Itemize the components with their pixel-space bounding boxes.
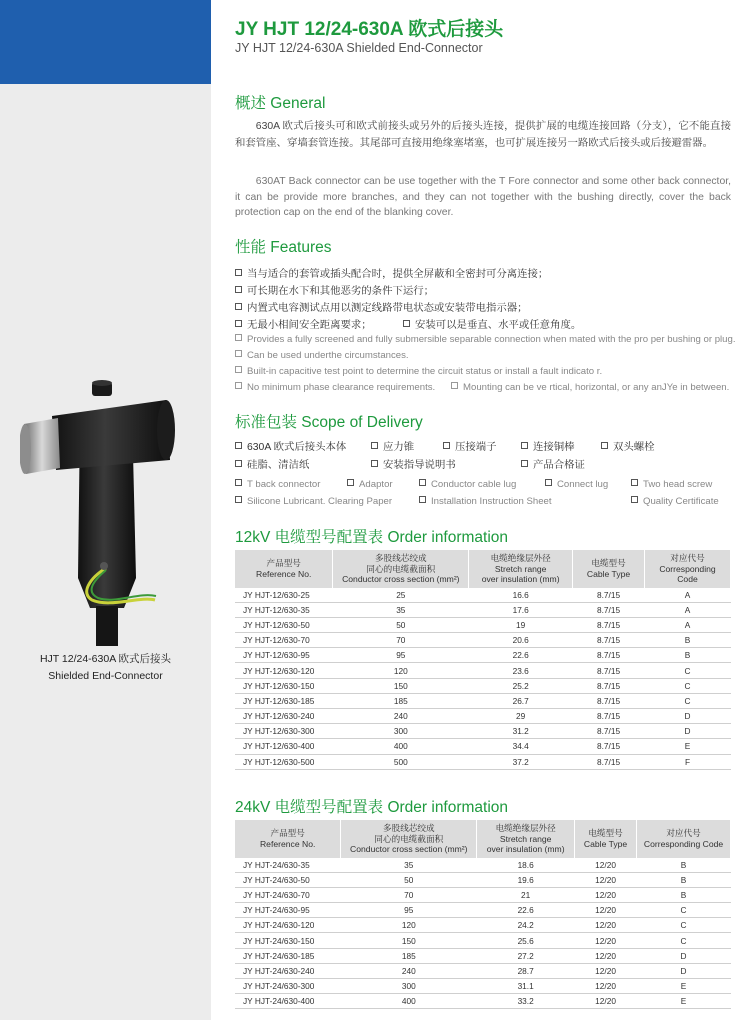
table-cell: JY HJT-12/630-400	[235, 739, 333, 754]
sidebar	[0, 0, 211, 1020]
table-cell: D	[645, 709, 731, 724]
product-caption	[0, 651, 211, 685]
table-cell: 500	[333, 754, 469, 769]
col-header-cross-section: 多股线芯绞成 同心的电缆截面积 Conductor cross section (mm²)	[341, 820, 477, 858]
table-cell: 12/20	[575, 903, 637, 918]
table-cell: C	[645, 693, 731, 708]
table-cell: A	[645, 602, 731, 617]
table-row	[235, 693, 731, 708]
table-row	[235, 602, 731, 617]
bullet-icon	[631, 479, 638, 486]
table-cell: 120	[333, 663, 469, 678]
table-cell: 19	[469, 617, 573, 632]
table-row	[235, 933, 731, 948]
delivery-cn-1: 630A 欧式后接头本体	[235, 438, 346, 453]
feature-cn-2: 可长期在水下和其他恶劣的条件下运行；	[235, 282, 434, 297]
delivery-en-2: Adaptor	[347, 479, 393, 490]
table-cell: D	[645, 724, 731, 739]
delivery-en-7: Installation Instruction Sheet	[419, 496, 552, 507]
features-heading: 性能 Features	[235, 239, 332, 256]
table-cell: 12/20	[575, 933, 637, 948]
table-cell: D	[637, 963, 731, 978]
page-subtitle: JY HJT 12/24-630A Shielded End-Connector	[235, 41, 483, 55]
bullet-icon	[451, 382, 458, 389]
table-cell: 300	[333, 724, 469, 739]
delivery-cn-7: 安装指导说明书	[371, 456, 456, 471]
bullet-icon	[545, 479, 552, 486]
feature-cn-3: 内置式电容测试点用以测定线路带电状态或安装带电指示器；	[235, 299, 528, 314]
table-cell: 240	[333, 709, 469, 724]
table-cell: 185	[341, 948, 477, 963]
bullet-icon	[521, 460, 528, 467]
feature-cn-1: 当与适合的套管或插头配合时，提供全屏蔽和全密封可分离连接；	[235, 265, 548, 280]
table-cell: A	[645, 617, 731, 632]
table-cell: 12/20	[575, 887, 637, 902]
table-row	[235, 754, 731, 769]
table-cell: 8.7/15	[573, 588, 645, 603]
table-row	[235, 724, 731, 739]
col-header-code: 对应代号 Corresponding Code	[637, 820, 731, 858]
bullet-icon	[235, 269, 242, 276]
table-cell: JY HJT-12/630-25	[235, 588, 333, 603]
table-cell: 23.6	[469, 663, 573, 678]
table-cell: C	[637, 903, 731, 918]
delivery-cn-4: 连接铜棒	[521, 438, 575, 453]
table-cell: 20.6	[469, 633, 573, 648]
table-row	[235, 663, 731, 678]
table-cell: 31.2	[469, 724, 573, 739]
table-row	[235, 948, 731, 963]
table-cell: 12/20	[575, 948, 637, 963]
table-cell: 400	[333, 739, 469, 754]
table-cell: JY HJT-12/630-95	[235, 648, 333, 663]
table-cell: 8.7/15	[573, 678, 645, 693]
table-cell: JY HJT-24/630-35	[235, 858, 341, 873]
feature-en-4: No minimum phase clearance requirements.	[235, 382, 435, 393]
table-cell: B	[645, 648, 731, 663]
table-row	[235, 588, 731, 603]
table-cell: 240	[341, 963, 477, 978]
table-cell: C	[637, 918, 731, 933]
delivery-cn-2: 应力锥	[371, 438, 414, 453]
table-cell: JY HJT-24/630-240	[235, 963, 341, 978]
delivery-cn-3: 压接端子	[443, 438, 497, 453]
table-row	[235, 739, 731, 754]
table24-heading: 24kV 电缆型号配置表 Order information	[235, 799, 509, 816]
bullet-icon	[443, 442, 450, 449]
table-cell: A	[645, 588, 731, 603]
table-cell: 8.7/15	[573, 709, 645, 724]
bullet-icon	[235, 479, 242, 486]
table-cell: JY HJT-24/630-300	[235, 979, 341, 994]
table-cell: JY HJT-12/630-50	[235, 617, 333, 632]
table-cell: JY HJT-12/630-35	[235, 602, 333, 617]
bullet-icon	[235, 442, 242, 449]
table-cell: 120	[341, 918, 477, 933]
table-cell: 35	[341, 858, 477, 873]
table-row	[235, 994, 731, 1009]
table-cell: 8.7/15	[573, 724, 645, 739]
delivery-en-6: Silicone Lubricant. Clearing Paper	[235, 496, 392, 507]
table-cell: 29	[469, 709, 573, 724]
table-cell: 70	[341, 887, 477, 902]
table-cell: 8.7/15	[573, 739, 645, 754]
delivery-cn-6: 硅脂、清洁纸	[235, 456, 309, 471]
table-cell: 12/20	[575, 994, 637, 1009]
table-cell: 27.2	[477, 948, 575, 963]
page-title: JY HJT 12/24-630A 欧式后接头	[235, 19, 504, 40]
table-row	[235, 979, 731, 994]
col-header-cross-section: 多股线芯绞成 同心的电缆截面积 Conductor cross section (mm²)	[333, 550, 469, 588]
table-cell: JY HJT-12/630-300	[235, 724, 333, 739]
table-cell: JY HJT-12/630-150	[235, 678, 333, 693]
table-cell: 8.7/15	[573, 754, 645, 769]
delivery-heading: 标准包装 Scope of Delivery	[235, 414, 423, 431]
table-cell: B	[637, 872, 731, 887]
delivery-en-5: Two head screw	[631, 479, 712, 490]
table-cell: B	[637, 858, 731, 873]
bullet-icon	[371, 460, 378, 467]
caption-en: Shielded End-Connector	[48, 670, 163, 682]
order-table-12kv	[235, 550, 731, 770]
table-cell: 37.2	[469, 754, 573, 769]
table-header-row	[235, 820, 731, 858]
table-cell: JY HJT-24/630-95	[235, 903, 341, 918]
bullet-icon	[235, 334, 242, 341]
table-cell: 400	[341, 994, 477, 1009]
table-cell: 34.4	[469, 739, 573, 754]
table-cell: 21	[477, 887, 575, 902]
table-cell: JY HJT-12/630-500	[235, 754, 333, 769]
table-cell: 12/20	[575, 918, 637, 933]
table-cell: 17.6	[469, 602, 573, 617]
table-cell: 31.1	[477, 979, 575, 994]
delivery-en-4: Connect lug	[545, 479, 608, 490]
table-row	[235, 858, 731, 873]
feature-en-2: Can be used underthe circumstances.	[235, 350, 409, 361]
bullet-icon	[631, 496, 638, 503]
feature-cn-4: 无最小相间安全距离要求；	[235, 316, 372, 331]
table-cell: 50	[333, 617, 469, 632]
table-row	[235, 617, 731, 632]
bullet-icon	[403, 320, 410, 327]
table-cell: JY HJT-24/630-400	[235, 994, 341, 1009]
delivery-cn-5: 双头螺栓	[601, 438, 655, 453]
table-cell: 33.2	[477, 994, 575, 1009]
bullet-icon	[601, 442, 608, 449]
table-cell: JY HJT-12/630-120	[235, 663, 333, 678]
col-header-code: 对应代号 Corresponding Code	[645, 550, 731, 588]
table-cell: JY HJT-24/630-150	[235, 933, 341, 948]
table-cell: F	[645, 754, 731, 769]
col-header-ref: 产品型号 Reference No.	[235, 820, 341, 858]
general-text-cn: 630A 欧式后接头可和欧式前接头或另外的后接头连接，提供扩展的电缆连接回路（分支），它不能直接和套管座、穿墙套管连接。其尾部可直接用绝缘塞堵塞，也可扩展连接另一路欧式后接头或后接避雷器。	[235, 121, 731, 150]
delivery-en-8: Quality Certificate	[631, 496, 719, 507]
bullet-icon	[235, 350, 242, 357]
table-cell: 8.7/15	[573, 617, 645, 632]
general-text-en: 630AT Back connector can be use together with the T Fore connector and some other back connector, it can be provide more branches, and they can not together with the bushing directly, cover the back protection cap on the end of the blanking cover.	[235, 176, 731, 219]
table-cell: 95	[341, 903, 477, 918]
bullet-icon	[347, 479, 354, 486]
table-row	[235, 678, 731, 693]
table-cell: 8.7/15	[573, 663, 645, 678]
col-header-cable-type: 电缆型号 Cable Type	[575, 820, 637, 858]
table-cell: 150	[333, 678, 469, 693]
caption-cn: HJT 12/24-630A 欧式后接头	[39, 653, 172, 665]
table-cell: 19.6	[477, 872, 575, 887]
bullet-icon	[419, 479, 426, 486]
bullet-icon	[235, 303, 242, 310]
table-cell: E	[637, 979, 731, 994]
bullet-icon	[235, 496, 242, 503]
delivery-cn-8: 产品合格证	[521, 456, 585, 471]
feature-cn-5: 安装可以是垂直、水平或任意角度。	[403, 316, 581, 331]
table-cell: 50	[341, 872, 477, 887]
table12-heading: 12kV 电缆型号配置表 Order information	[235, 529, 509, 546]
table-cell: D	[637, 948, 731, 963]
table-cell: JY HJT-24/630-120	[235, 918, 341, 933]
table-cell: 70	[333, 633, 469, 648]
bullet-icon	[419, 496, 426, 503]
table-header-row	[235, 550, 731, 588]
table-cell: 12/20	[575, 858, 637, 873]
table-row	[235, 903, 731, 918]
table-cell: 12/20	[575, 963, 637, 978]
table-cell: 12/20	[575, 979, 637, 994]
table-cell: 16.6	[469, 588, 573, 603]
table-cell: B	[637, 887, 731, 902]
table-cell: 28.7	[477, 963, 575, 978]
table-row	[235, 648, 731, 663]
table-cell: 95	[333, 648, 469, 663]
bullet-icon	[235, 366, 242, 373]
feature-en-3: Built-in capacitive test point to determine the circuit status or install a fault indicato r.	[235, 366, 602, 377]
table-cell: E	[645, 739, 731, 754]
table-cell: 8.7/15	[573, 602, 645, 617]
bullet-icon	[235, 382, 242, 389]
table-cell: 22.6	[469, 648, 573, 663]
table-cell: 300	[341, 979, 477, 994]
table-cell: JY HJT-12/630-240	[235, 709, 333, 724]
table-row	[235, 887, 731, 902]
col-header-ref: 产品型号 Reference No.	[235, 550, 333, 588]
table-cell: 26.7	[469, 693, 573, 708]
bullet-icon	[371, 442, 378, 449]
table-cell: JY HJT-12/630-70	[235, 633, 333, 648]
table-row	[235, 918, 731, 933]
table-cell: 25.6	[477, 933, 575, 948]
table-cell: 8.7/15	[573, 648, 645, 663]
table-row	[235, 963, 731, 978]
table-cell: 35	[333, 602, 469, 617]
table-cell: 25	[333, 588, 469, 603]
product-image	[20, 378, 180, 646]
col-header-stretch: 电缆绝缘层外径 Stretch range over insulation (mm)	[477, 820, 575, 858]
table-cell: E	[637, 994, 731, 1009]
bullet-icon	[235, 320, 242, 327]
delivery-en-3: Conductor cable lug	[419, 479, 516, 490]
table-row	[235, 872, 731, 887]
table-cell: 25.2	[469, 678, 573, 693]
feature-en-5: Mounting can be ve rtical, horizontal, or any anJYe in between.	[451, 382, 729, 393]
table-cell: JY HJT-24/630-50	[235, 872, 341, 887]
bullet-icon	[521, 442, 528, 449]
table-cell: JY HJT-24/630-70	[235, 887, 341, 902]
general-heading: 概述 General	[235, 95, 326, 112]
table-row	[235, 633, 731, 648]
table-row	[235, 709, 731, 724]
header-color-block	[0, 0, 211, 84]
table-cell: 18.6	[477, 858, 575, 873]
feature-en-1: Provides a fully screened and fully submersible separable connection when mated with the pro per bushing or plug.	[235, 334, 735, 345]
table-cell: 12/20	[575, 872, 637, 887]
table-cell: 150	[341, 933, 477, 948]
table-cell: C	[637, 933, 731, 948]
table-cell: 8.7/15	[573, 633, 645, 648]
bullet-icon	[235, 460, 242, 467]
bullet-icon	[235, 286, 242, 293]
col-header-cable-type: 电缆型号 Cable Type	[573, 550, 645, 588]
table-cell: 185	[333, 693, 469, 708]
table-cell: 8.7/15	[573, 693, 645, 708]
table-cell: C	[645, 663, 731, 678]
table-cell: B	[645, 633, 731, 648]
table-cell: JY HJT-12/630-185	[235, 693, 333, 708]
delivery-en-1: T back connector	[235, 479, 320, 490]
table-cell: 22.6	[477, 903, 575, 918]
table-cell: C	[645, 678, 731, 693]
table-cell: JY HJT-24/630-185	[235, 948, 341, 963]
col-header-stretch: 电缆绝缘层外径 Stretch range over insulation (mm)	[469, 550, 573, 588]
table-cell: 24.2	[477, 918, 575, 933]
order-table-24kv	[235, 820, 731, 1009]
